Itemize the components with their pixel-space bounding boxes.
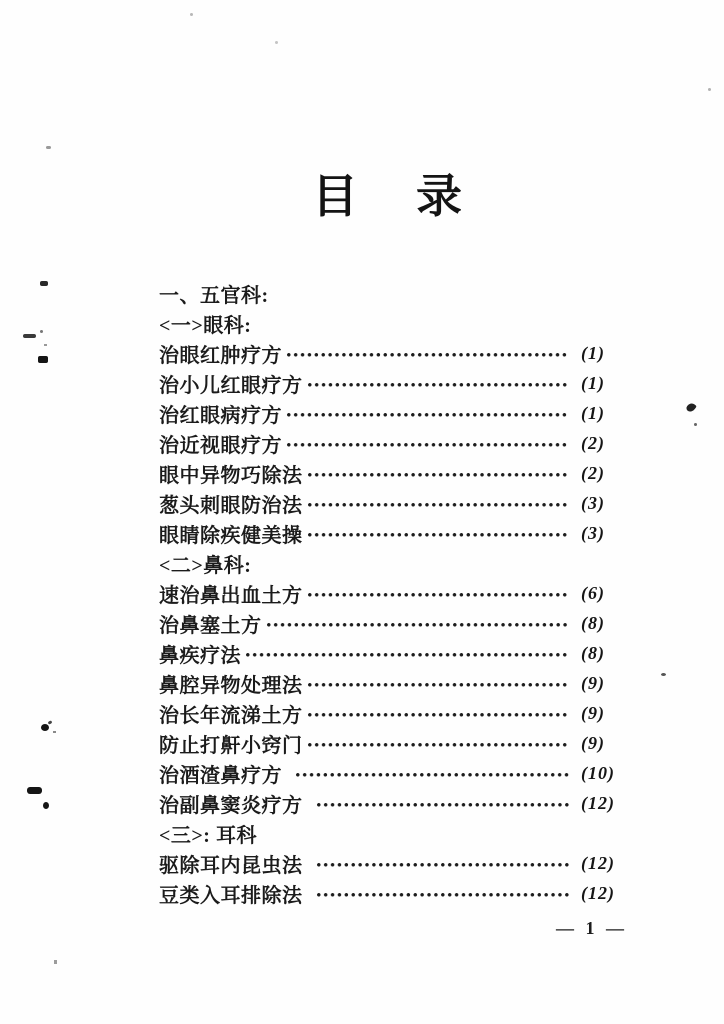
entry-title: 治副鼻窦炎疗方: [159, 794, 303, 817]
entry-page-number: (3): [581, 492, 605, 513]
scan-speck: [23, 334, 36, 338]
entry-page-number: (3): [581, 522, 605, 543]
toc-section-header: [159, 278, 627, 308]
scan-speck: [48, 720, 53, 725]
toc-entry-row: [159, 878, 627, 908]
entry-page-number: (6): [581, 582, 605, 603]
toc-section-header: [159, 548, 627, 578]
section-header-label: <二>鼻科:: [159, 554, 252, 577]
dot-leader: [317, 803, 570, 807]
entry-title: 葱头刺眼防治法: [159, 494, 303, 517]
toc-entry-row: [159, 698, 627, 728]
page-title: [312, 171, 462, 222]
scan-speck: [275, 41, 278, 44]
dot-leader: [317, 863, 570, 867]
entry-title: 治眼红肿疗方: [159, 344, 282, 367]
entry-page-number: (2): [581, 462, 605, 483]
entry-title: 治小儿红眼疗方: [159, 374, 303, 397]
title-character: 目: [312, 171, 358, 222]
footer-page-number: — 1 —: [556, 918, 626, 938]
entry-title: 眼睛除疾健美操: [159, 524, 303, 547]
dot-leader: [308, 533, 570, 537]
scan-speck: [40, 330, 43, 333]
entry-title: 驱除耳内昆虫法: [159, 854, 303, 877]
dot-leader: [317, 893, 570, 897]
scan-speck: [43, 802, 49, 809]
entry-title: 治酒渣鼻疗方: [159, 764, 282, 787]
toc-entry-row: [159, 758, 627, 788]
entry-page-number: (2): [581, 432, 605, 453]
entry-title: 豆类入耳排除法: [159, 884, 303, 907]
scan-speck: [190, 13, 193, 16]
toc-entry-row: [159, 788, 627, 818]
entry-page-number: (8): [581, 612, 605, 633]
entry-page-number: (12): [581, 852, 615, 873]
toc-entry-row: [159, 518, 627, 548]
entry-title: 眼中异物巧除法: [159, 464, 303, 487]
section-header-label: 一、五官科:: [159, 284, 269, 307]
toc-entry-row: [159, 848, 627, 878]
toc-entry-row: [159, 458, 627, 488]
toc-entry-row: [159, 368, 627, 398]
toc-entry-row: [159, 398, 627, 428]
scan-speck: [53, 731, 56, 733]
entry-page-number: (9): [581, 672, 605, 693]
dot-leader: [308, 713, 570, 717]
dot-leader: [308, 503, 570, 507]
entry-page-number: (12): [581, 882, 615, 903]
scan-speck: [27, 787, 42, 794]
entry-title: 治红眼病疗方: [159, 404, 282, 427]
entry-page-number: (1): [581, 372, 605, 393]
entry-title: 治鼻塞土方: [159, 614, 262, 637]
dot-leader: [267, 623, 570, 627]
entry-page-number: (9): [581, 732, 605, 753]
section-header-label: <三>: 耳科: [159, 824, 257, 847]
dot-leader: [287, 353, 569, 357]
toc-entry-row: [159, 668, 627, 698]
scan-speck: [44, 344, 47, 346]
scan-speck: [40, 281, 48, 286]
scan-speck: [46, 146, 51, 149]
dot-leader: [287, 443, 569, 447]
scan-speck: [661, 673, 666, 676]
entry-title: 治长年流涕土方: [159, 704, 303, 727]
dot-leader: [308, 743, 570, 747]
toc-entry-row: [159, 728, 627, 758]
toc-entry-row: [159, 638, 627, 668]
dot-leader: [287, 413, 569, 417]
scan-speck: [685, 402, 697, 414]
dot-leader: [308, 383, 570, 387]
dot-leader: [296, 773, 569, 777]
toc-entry-row: [159, 578, 627, 608]
dot-leader: [308, 683, 570, 687]
section-header-label: <一>眼科:: [159, 314, 252, 337]
entry-page-number: (1): [581, 402, 605, 423]
toc-list: [159, 278, 627, 908]
entry-title: 鼻腔异物处理法: [159, 674, 303, 697]
scan-speck: [694, 423, 697, 426]
toc-section-header: [159, 308, 627, 338]
toc-entry-row: [159, 608, 627, 638]
dot-leader: [308, 593, 570, 597]
dot-leader: [246, 653, 569, 657]
scan-speck: [41, 724, 49, 731]
entry-page-number: (12): [581, 792, 615, 813]
toc-entry-row: [159, 338, 627, 368]
toc-section-header: [159, 818, 627, 848]
entry-page-number: (9): [581, 702, 605, 723]
entry-title: 速治鼻出血土方: [159, 584, 303, 607]
scan-speck: [38, 356, 48, 363]
scan-speck: [54, 960, 57, 964]
entry-page-number: (8): [581, 642, 605, 663]
entry-page-number: (1): [581, 342, 605, 363]
scan-speck: [708, 88, 711, 91]
toc-entry-row: [159, 428, 627, 458]
entry-title: 防止打鼾小窍门: [159, 734, 303, 757]
entry-title: 治近视眼疗方: [159, 434, 282, 457]
entry-title: 鼻疾疗法: [159, 644, 241, 667]
entry-page-number: (10): [581, 762, 615, 783]
title-character: 录: [416, 171, 462, 222]
dot-leader: [308, 473, 570, 477]
toc-entry-row: [159, 488, 627, 518]
